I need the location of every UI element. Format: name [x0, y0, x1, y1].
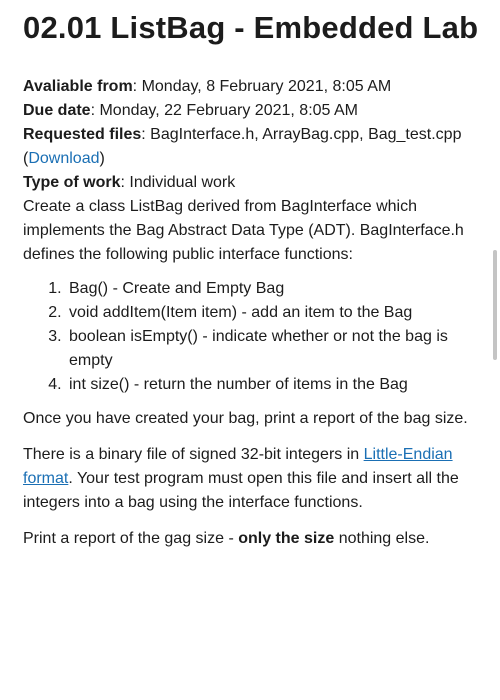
- page-title: 02.01 ListBag - Embedded Lab: [23, 10, 479, 45]
- assignment-meta: [23, 75, 481, 195]
- available-from-row: Avaliable from: Monday, 8 February 2021, 8:05 AM: [23, 78, 392, 95]
- due-date-value: Monday, 22 February 2021, 8:05 AM: [99, 102, 358, 119]
- scrollbar[interactable]: [493, 250, 497, 360]
- list-item: 2. void addItem(Item item) - add an item to the Bag: [66, 301, 481, 325]
- binary-file-text: [23, 443, 481, 515]
- list-item: 3. boolean isEmpty() - indicate whether or not the bag is empty: [66, 325, 481, 373]
- final-text-before: Print a report of the gag size -: [23, 530, 239, 547]
- due-date-label: Due date: [23, 102, 91, 119]
- final-text-bold: only the size: [238, 530, 335, 547]
- available-from-value: Monday, 8 February 2021, 8:05 AM: [141, 78, 392, 95]
- type-of-work-row: Type of work: Individual work: [23, 174, 236, 191]
- binary-text-after: . Your test program must open this file and insert all the integers into a bag using the interface functions.: [23, 470, 459, 511]
- requested-files-row: Requested files: BagInterface.h, ArrayBag.cpp, Bag_test.cpp (Download): [23, 126, 462, 167]
- due-date-row: Due date: Monday, 22 February 2021, 8:05 AM: [23, 102, 358, 119]
- little-endian-link[interactable]: Little-Endian format: [23, 446, 453, 487]
- final-text-after: nothing else.: [334, 530, 430, 547]
- download-link[interactable]: Download: [28, 150, 100, 167]
- requested-files-value: BagInterface.h, ArrayBag.cpp, Bag_test.cpp: [150, 126, 462, 143]
- available-from-label: Avaliable from: [23, 78, 133, 95]
- assignment-page: [23, 6, 481, 551]
- intro-text: Create a class ListBag derived from BagInterface which implements the Bag Abstract Data Type (ADT). BagInterface.h defines the following public interface functions:: [23, 198, 464, 263]
- list-item: 4. int size() - return the number of items in the Bag: [66, 373, 481, 397]
- final-instruction-text: [23, 527, 481, 551]
- list-item: 1. Bag() - Create and Empty Bag: [66, 277, 481, 301]
- type-of-work-value: Individual work: [129, 174, 236, 191]
- requested-files-label: Requested files: [23, 126, 142, 143]
- report-text: Once you have created your bag, print a report of the bag size.: [23, 410, 468, 427]
- function-list: [23, 277, 481, 397]
- type-of-work-label: Type of work: [23, 174, 121, 191]
- binary-text-before: There is a binary file of signed 32-bit integers in: [23, 446, 364, 463]
